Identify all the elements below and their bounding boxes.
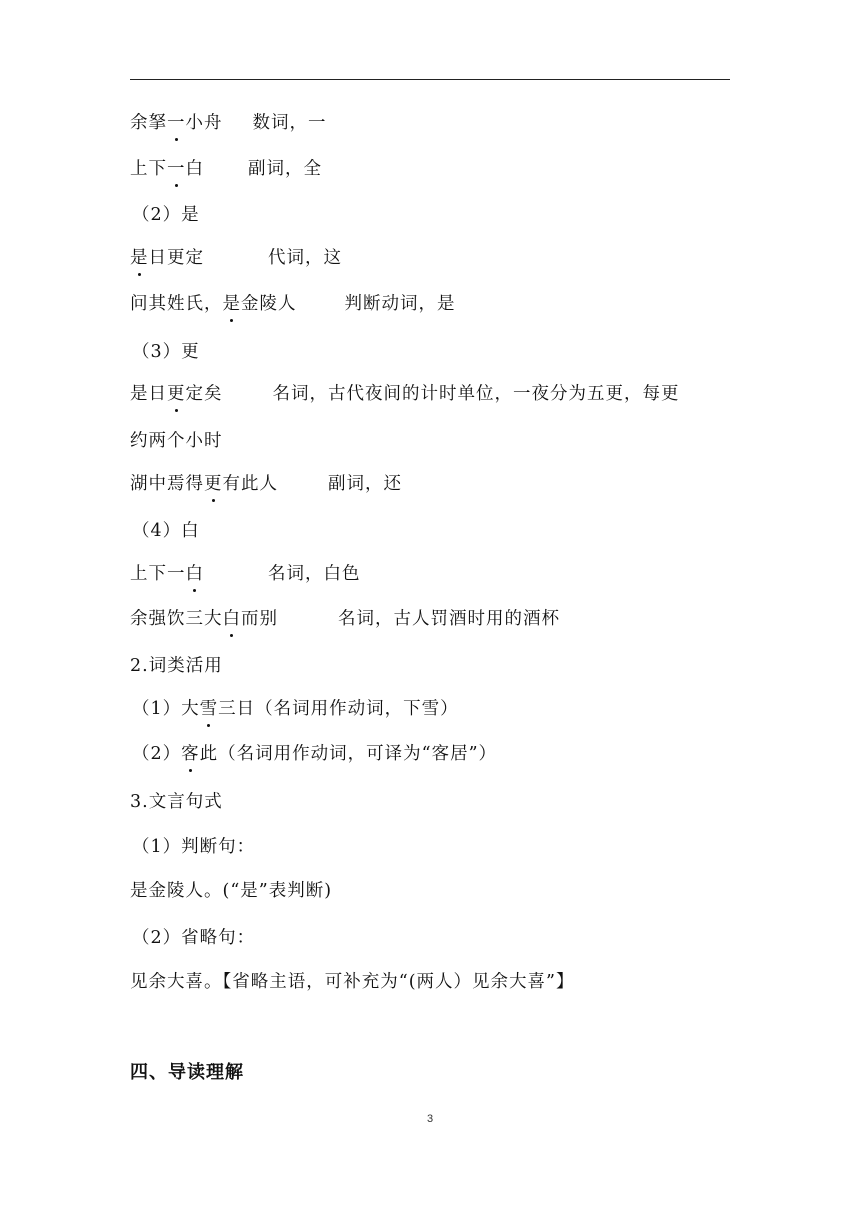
section-2-title: 2.词类活用 [130,656,223,676]
emphasis-char: 白 [185,564,204,584]
section-3-item-2-text: 见余大喜。【省略主语，可补充为“(两人）见余大喜”】 [130,972,575,992]
emphasis-char: 白 [222,609,241,629]
gloss: 名词，古代夜间的计时单位，一夜分为五更，每更 [272,384,680,404]
section-3-item-1-label: （1）判断句： [132,837,256,857]
subheading-bai: （4）白 [132,521,200,541]
vocab-line-11: 余强饮三大白而别 名词，古人罚酒时用的酒杯 [130,609,560,629]
vocab-line-2: 上下一白 副词，全 [130,159,322,179]
gloss: 名词，白色 [268,564,361,584]
emphasis-char: 雪 [199,699,219,719]
page-number: 3 [426,1113,434,1125]
vocab-line-1: 余拏一小舟 数词，一 [130,113,327,133]
header-rule [130,79,730,80]
vocab-line-4: 是日更定 代词，这 [130,248,342,268]
vocab-line-8: 湖中焉得更有此人 副词，还 [130,474,402,494]
emphasis-char: 是 [222,294,241,314]
vocab-line-7: 是日更定矣 名词，古代夜间的计时单位，一夜分为五更，每更 [130,384,680,404]
gloss: 数词，一 [252,113,327,133]
emphasis-char: 一 [167,113,186,133]
gloss: 副词，还 [328,474,402,494]
section-4-title: 四、导读理解 [130,1062,244,1083]
emphasis-char: 一 [167,159,186,179]
section-3-title: 3.文言句式 [130,792,223,812]
emphasis-char: 是 [130,248,149,268]
section-2-item-1: （1）大雪三日（名词用作动词，下雪） [132,699,459,719]
section-3-item-2-label: （2）省略句： [132,928,256,948]
emphasis-char: 更 [204,474,223,494]
subheading-shi: （2）是 [132,205,200,225]
gloss: 名词，古人罚酒时用的酒杯 [338,609,560,629]
section-3-item-1-text: 是金陵人。(“是”表判断) [130,881,333,901]
emphasis-char: 更 [167,384,186,404]
vocab-line-10: 上下一白 名词，白色 [130,564,361,584]
vocab-line-5: 问其姓氏，是金陵人 判断动词，是 [130,294,456,314]
gloss: 副词，全 [248,159,322,179]
gloss: 判断动词，是 [344,294,456,314]
emphasis-char: 客 [181,744,200,764]
subheading-geng: （3）更 [132,342,200,362]
gloss: 代词，这 [268,248,342,268]
section-2-item-2: （2）客此（名词用作动词，可译为“客居”） [132,744,498,764]
gloss-continuation: 约两个小时 [130,431,223,451]
